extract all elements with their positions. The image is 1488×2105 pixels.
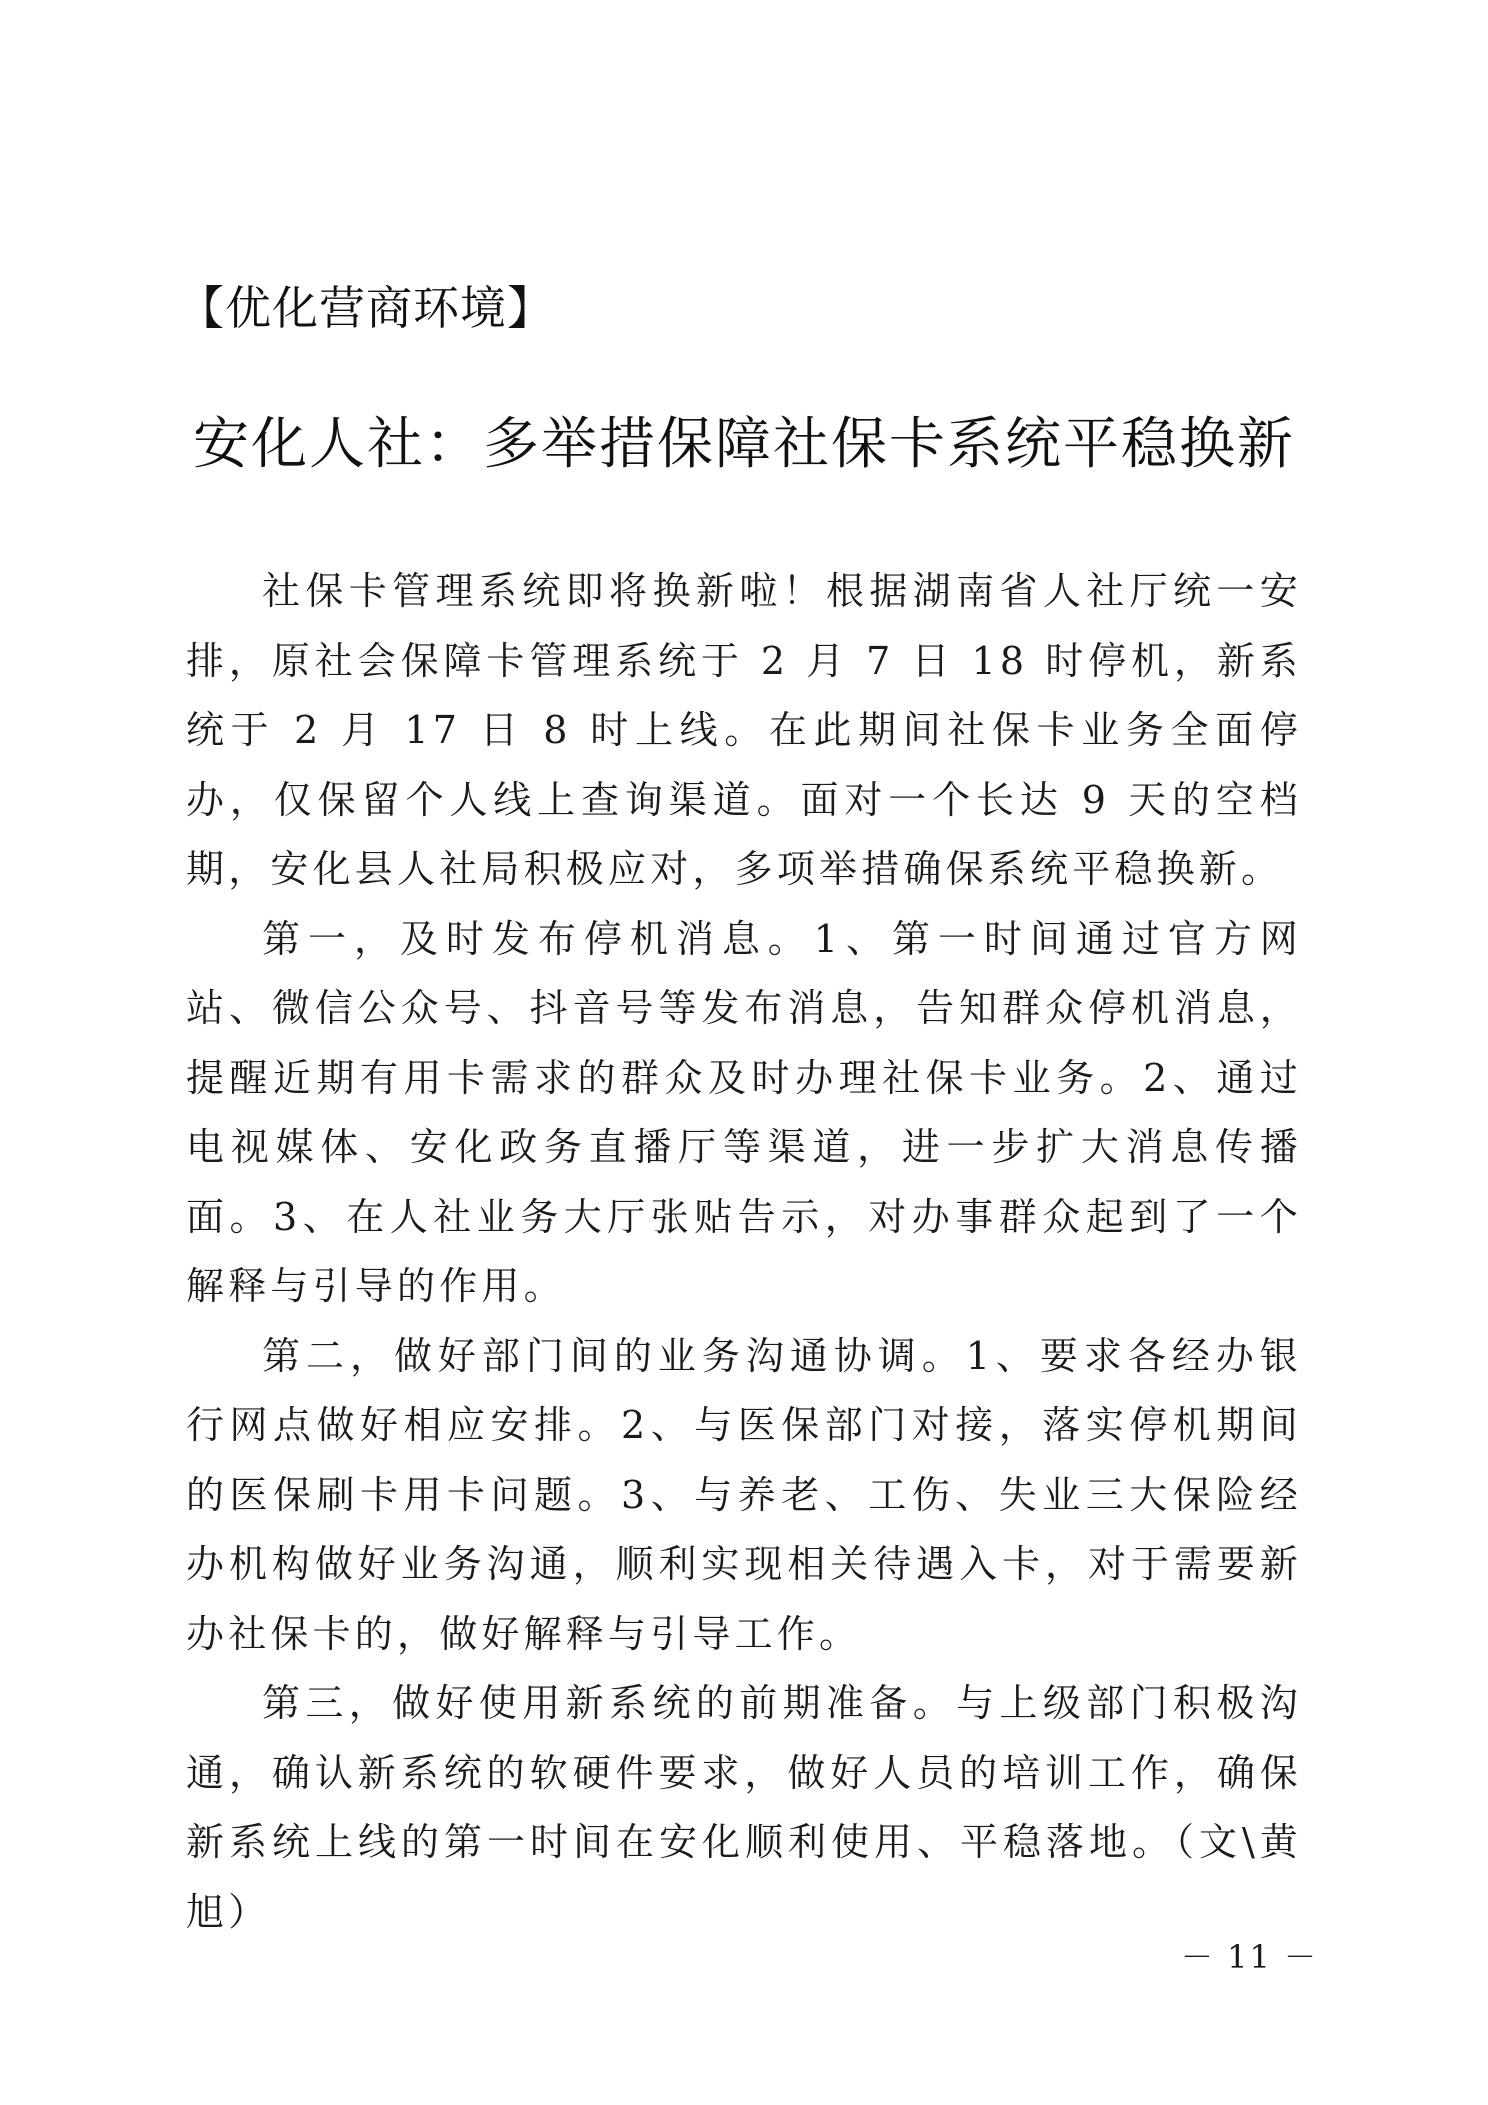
article-body <box>186 557 1302 1947</box>
paragraph-second-measure: 第二，做好部门间的业务沟通协调。1、要求各经办银行网点做好相应安排。2、与医保部门对接，落实停机期间的医保刷卡用卡问题。3、与养老、工伤、失业三大保险经办机构做好业务沟通，顺利实现相关待遇入卡，对于需要新办社保卡的，做好解释与引导工作。 <box>186 1333 1302 1656</box>
section-tag: 【优化营商环境】 <box>178 281 554 335</box>
paragraph-first-measure: 第一，及时发布停机消息。1、第一时间通过官方网站、微信公众号、抖音号等发布消息，告知群众停机消息，提醒近期有用卡需求的群众及时办理社保卡业务。2、通过电视媒体、安化政务直播厅等渠道，进一步扩大消息传播面。3、在人社业务大厅张贴告示，对办事群众起到了一个解释与引导的作用。 <box>186 916 1302 1308</box>
page-number: － 11 － <box>1180 1938 1318 1976</box>
paragraph-third-measure: 第三，做好使用新系统的前期准备。与上级部门积极沟通，确认新系统的软硬件要求，做好人员的培训工作，确保新系统上线的第一时间在安化顺利使用、平稳落地。（文\黄旭） <box>186 1681 1302 1934</box>
paragraph-intro: 社保卡管理系统即将换新啦！根据湖南省人社厅统一安排，原社会保障卡管理系统于 2 月 7 日 18 时停机，新系统于 2 月 17 日 8 时上线。在此期间社保卡业务全面停办，仅保留个人线上查询渠道。面对一个长达 9 天的空档期，安化县人社局积极应对，多项举措确保系统平稳换新。 <box>186 569 1302 891</box>
article-title: 安化人社：多举措保障社保卡系统平稳换新 <box>193 412 1295 477</box>
